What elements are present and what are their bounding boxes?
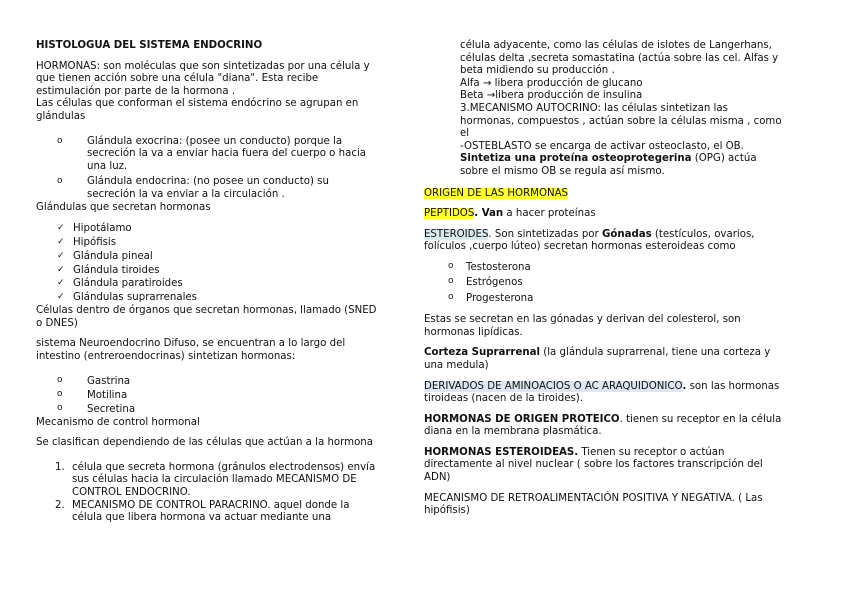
mecanismo-heading: Mecanismo de control hormonal xyxy=(36,416,200,428)
list-item: o Glándula exocrina: (posee un conducto) porque la secreción la va a enviar hacia fuera del cuerpo o hacia una luz. xyxy=(36,136,378,174)
colesterol-text: Estas se secretan en las gónadas y derivan del colesterol, son hormonas lipídicas. xyxy=(424,314,741,338)
corteza-text: Corteza Suprarrenal (la glándula suprarrenal, tiene una corteza y una medula) xyxy=(424,347,771,371)
list-item: o Motilina xyxy=(36,389,378,403)
list-item: ✓ Glándulas suprarrenales xyxy=(36,291,378,305)
list-item: ✓ Hipotálamo xyxy=(36,222,378,236)
osteoprotegerina-text: Sintetiza una proteína osteoprotegerina (OPG) actúa sobre el mismo OB se regula así mismo. xyxy=(460,153,757,177)
esteroides-text: ESTEROIDES. Son sintetizadas por Gónadas (testículos, ovarios, folículos ,cuerpo lúteo) secretan hormonas esteroideas como xyxy=(424,228,755,253)
list-item: o Gastrina xyxy=(36,375,378,389)
paracrino-continuation: célula adyacente, como las células de islotes de Langerhans, células delta ,secreta somastatina (actúa sobre las cel. Alfas y beta midiendo su producción . Alfa → libera producción de glucano Beta →libera producción de insulina 3.MECANISMO AUTOCRINO: las células sintetizan las hormonas, compuestos , actúan sobre la células misma , como el -OSTEBLASTO se encarga de activar osteoclasto, el OB. Sintetiza una proteína osteoprotegerina (OPG) actúa sobre el mismo OB se regula así mismo. xyxy=(424,40,784,179)
peptidos-text: PEPTIDOS. Van a hacer proteínas xyxy=(424,208,596,220)
right-column xyxy=(424,40,784,518)
retroalimentacion-text: MECANISMO DE RETROALIMENTACIÓN POSITIVA Y NEGATIVA. ( Las hipófisis) xyxy=(424,492,763,517)
list-item: o Progesterona xyxy=(424,291,784,306)
list-item: 2. MECANISMO DE CONTROL PARACRINO. aquel donde la célula que libera hormona va actuar mediante una xyxy=(55,499,350,524)
left-column xyxy=(36,40,378,525)
list-item: o Glándula endocrina: (no posee un conducto) su secreción la va enviar a la circulación . xyxy=(36,176,378,201)
intestine-hormones-list xyxy=(36,375,378,416)
clasifican-text: Se clasifican dependiendo de las células que actúan a la hormona xyxy=(36,437,374,449)
gland-types-list xyxy=(36,136,378,202)
derivados-text: DERIVADOS DE AMINOACIOS O AC ARAQUIDONICO. son las hormonas tiroideas (nacen de la tiroides). xyxy=(424,380,780,405)
beta-line: Beta →libera producción de insulina xyxy=(460,90,643,102)
esteroideas-text: HORMONAS ESTEROIDEAS. Tienen su receptor o actúan directamente al nivel nuclear ( sobre los factores transcripción del ADN) xyxy=(424,446,763,484)
list-item: o Testosterona xyxy=(424,260,784,275)
steroids-list xyxy=(424,260,784,306)
secretan-heading: Glándulas que secretan hormonas xyxy=(36,201,211,213)
origen-heading: ORIGEN DE LAS HORMONAS xyxy=(424,187,569,199)
list-item: 1. célula que secreta hormona (gránulos electrodensos) envía sus células hacia la circulación llamado MECANISMO DE CONTROL ENDOCRINO. xyxy=(55,461,376,499)
secretan-list xyxy=(36,222,378,305)
mechanisms-list xyxy=(36,462,378,525)
list-item: ✓ Glándula tiroides xyxy=(36,264,378,278)
proteico-text: HORMONAS DE ORIGEN PROTEICO. tienen su receptor en la célula diana en la membrana plasmática. xyxy=(424,413,782,438)
celulas-text: Células dentro de órganos que secretan hormonas, llamado (SNED o DNES) xyxy=(36,304,377,329)
list-item: ✓ Glándula pineal xyxy=(36,250,378,264)
list-item: ✓ Hipófisis xyxy=(36,236,378,250)
alfa-line: Alfa → libera producción de glucano xyxy=(460,77,643,89)
document-title: HISTOLOGUA DEL SISTEMA ENDOCRINO xyxy=(36,40,263,51)
hormonas-definition: HORMONAS: son moléculas que son sintetizadas por una célula y que tienen acción sobre una célula "diana". Esta recibe estimulación por parte de la hormona . xyxy=(36,60,370,97)
glandulas-intro: Las células que conforman el sistema endócrino se agrupan en glándulas xyxy=(36,98,359,122)
list-item: o Secretina xyxy=(36,403,378,417)
list-item: o Estrógenos xyxy=(424,275,784,290)
list-item: ✓ Glándula paratiroides xyxy=(36,277,378,291)
difuso-text: sistema Neuroendocrino Difuso, se encuentran a lo largo del intestino (entreroendocrinas) sintetizan hormonas: xyxy=(36,338,346,362)
osteoblasto-text: -OSTEBLASTO se encarga de activar osteoclasto, el OB. xyxy=(460,140,744,152)
autocrino-text: 3.MECANISMO AUTOCRINO: las células sintetizan las hormonas, compuestos , actúan sobre la células misma , como el xyxy=(460,102,782,140)
